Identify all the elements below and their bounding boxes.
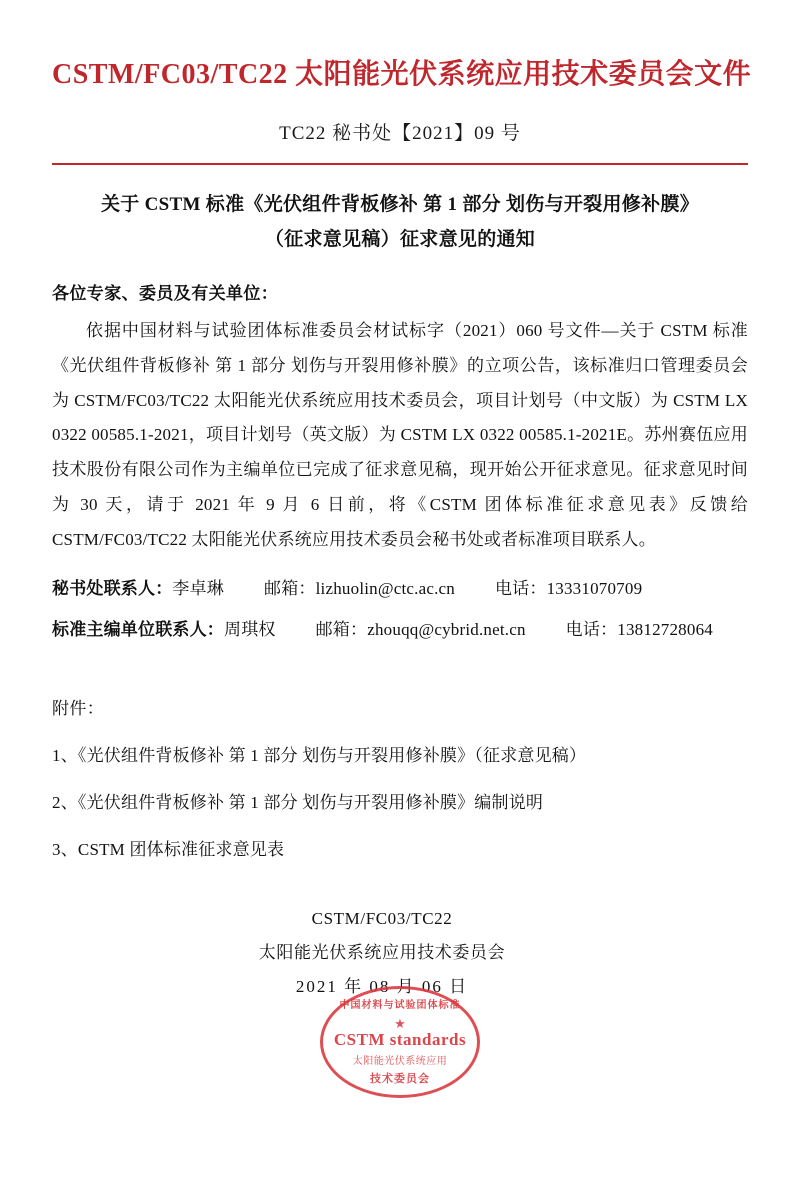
contact-role-label-lead-editor: 标准主编单位联系人： [52,619,224,639]
contact-email-label-lead-editor: 邮箱： [315,619,368,639]
contact-phone-lead-editor: 13812728064 [617,619,713,639]
red-divider-rule [52,163,748,165]
contact-row-lead-editor [52,615,748,640]
seal-arc-top-text: 中国材料与试验团体标准 [339,1000,461,1011]
document-title-line-1: 关于 CSTM 标准《光伏组件背板修补 第 1 部分 划伤与开裂用修补膜》 [101,193,699,215]
attachment-item-1: 1、《光伏组件背板修补 第 1 部分 划伤与开裂用修补膜》（征求意见稿） [52,745,587,765]
document-page [0,58,800,1189]
contact-name-lead-editor: 周琪权 [224,619,276,639]
signature-organization-code: CSTM/FC03/TC22 [311,908,453,928]
contact-row-secretariat [52,574,748,599]
contact-phone-secretariat: 13331070709 [546,578,643,598]
contact-email-lead-editor[interactable]: zhouqq@cybrid.net.cn [367,619,526,639]
contact-email-label-secretariat: 邮箱： [264,578,316,598]
attachment-item-3: 3、CSTM 团体标准征求意见表 [52,839,285,859]
signature-date: 2021 年 08 月 06 日 [295,976,469,996]
signature-organization-name: 太阳能光伏系统应用技术委员会 [258,942,506,962]
body-paragraph: 依据中国材料与试验团体标准委员会材试标字（2021）060 号文件—关于 CSTM 标准《光伏组件背板修补 第 1 部分 划伤与开裂用修补膜》的立项公告，该标准归口管理委员会为 CSTM/FC03/TC22 太阳能光伏系统应用技术委员会，项目计划号（中文版）为 CSTM LX 0322 00585.1-2021，项目计划号（英文版）为 CSTM LX 0322 00585.1-2021E。苏州赛伍应用技术股份有限公司作为主编单位已完成了征求意见稿，现开始公开征求意见。征求意见时间为 30 天，请于 2021 年 9 月 6 日前，将《CSTM 团体标准征求意见表》反馈给 CSTM/FC03/TC22 太阳能光伏系统应用技术委员会秘书处或者标准项目联系人。 [52,320,748,549]
contact-email-secretariat[interactable]: lizhuolin@ctc.ac.cn [315,578,455,598]
masthead-title: CSTM/FC03/TC22 太阳能光伏系统应用技术委员会文件 [52,59,752,90]
attachments-heading: 附件： [52,698,105,718]
contact-name-secretariat: 李卓琳 [172,578,225,598]
seal-arc-bottom-text: 技术委员会 [370,1073,430,1085]
attachment-item-2: 2、《光伏组件背板修补 第 1 部分 划伤与开裂用修补膜》编制说明 [52,792,544,812]
contact-phone-label-secretariat: 电话： [494,578,547,598]
seal-star-icon: ★ [394,1016,406,1031]
document-title-line-2: （征求意见稿）征求意见的通知 [264,228,536,250]
contact-role-label-secretariat: 秘书处联系人： [52,578,173,598]
seal-center-text: CSTM standards [333,1030,467,1049]
salutation: 各位专家、委员及有关单位： [52,283,279,303]
seal-sub-text: 太阳能光伏系统应用 [352,1056,448,1067]
masthead [52,58,752,165]
signature-block [52,902,748,1004]
contact-phone-label-lead-editor: 电话： [565,619,618,639]
document-title [52,187,748,257]
document-number: TC22 秘书处【2021】09 号 [279,122,521,144]
